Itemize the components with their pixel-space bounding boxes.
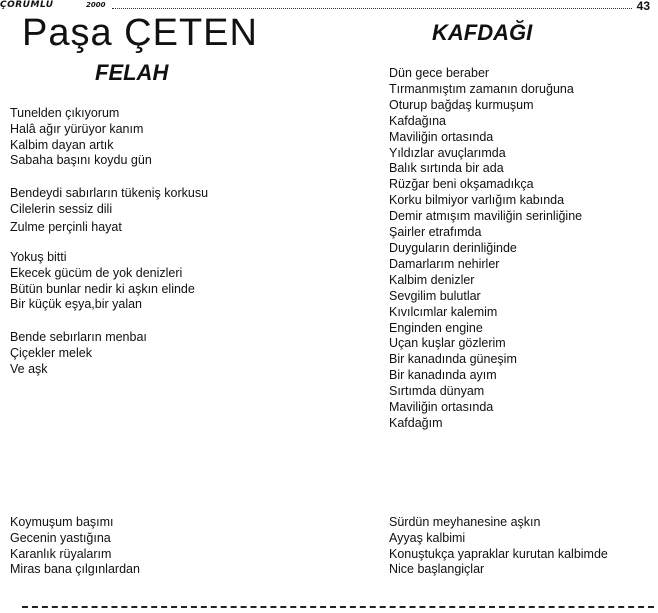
poem-line: Sırtımda dünyam — [389, 384, 485, 399]
poem-title-kafdagi: KAFDAĞI — [432, 20, 533, 45]
poem-line: Enginden engine — [389, 320, 483, 335]
poem-line: Yokuş bitti — [10, 250, 67, 264]
poem-line: Nice başlangiçlar — [389, 562, 485, 577]
poem-line: Uçan kuşlar gözlerim — [389, 336, 506, 351]
poem-line: Çiçekler melek — [10, 345, 92, 360]
footer-dashed-rule — [22, 606, 654, 608]
poem-line: Miras bana çılgınlardan — [10, 562, 140, 577]
poem-line: Tunelden çıkıyorum — [10, 106, 120, 120]
poem-line: Kafdağım — [389, 415, 443, 430]
poem-line: Bir küçük eşya,bir yalan — [10, 297, 143, 312]
felah-stanza — [10, 250, 195, 313]
poem-line: Ayyaş kalbimi — [389, 530, 466, 545]
poem-line: Bende sebırların menbaı — [10, 330, 147, 344]
poem-line: Gecenin yastığına — [10, 530, 111, 545]
poem-line: Kalbim denizler — [389, 272, 475, 287]
poem-line: Ve aşk — [10, 361, 48, 376]
poem-line: Zulme perçinli hayat — [10, 219, 122, 234]
poem-line: Halâ ağır yürüyor kanım — [10, 121, 144, 136]
poem-line: Karanlık rüyalarım — [10, 546, 112, 561]
poem-line: Bir kanadında güneşim — [389, 352, 517, 367]
felah-stanza — [10, 330, 147, 377]
poem-line: Kafdağına — [389, 113, 446, 128]
page-number: 43 — [636, 0, 650, 13]
poem-line: Konuştukça yapraklar kurutan kalbimde — [389, 546, 608, 561]
poem-line: Sürdün meyhanesine aşkın — [389, 515, 541, 529]
poem-line: Kıvılcımlar kalemim — [389, 304, 498, 319]
poem-line: Demir atmışım maviliğin serinliğine — [389, 209, 583, 224]
poem-line: Şairler etrafımda — [389, 225, 482, 240]
header-dotted-rule — [112, 8, 632, 9]
poem-line: Rüzğar beni okşamadıkça — [389, 177, 534, 192]
author-name: Paşa ÇETEN — [22, 12, 258, 54]
kafdagi-stanza — [389, 66, 582, 432]
poem-line: Sevgilim bulutlar — [389, 288, 481, 303]
poem-line: Maviliğin ortasında — [389, 129, 494, 144]
poem-line: Tırmanmıştım zamanın doruğuna — [389, 81, 574, 96]
poem-line: Bendeydi sabırların tükeniş korkusu — [10, 186, 209, 200]
felah-stanza — [10, 186, 208, 235]
poem-line: Ekecek gücüm de yok denizleri — [10, 265, 183, 280]
poem-line: Bir kanadında ayım — [389, 368, 497, 383]
poem-line: Balık sırtında bir ada — [389, 161, 504, 176]
issue-year: 2000 — [86, 1, 106, 9]
poem-line: Damarlarım nehirler — [389, 256, 500, 271]
poem-line: Cilelerin sessiz dili — [10, 201, 113, 216]
poem-line: Maviliğin ortasında — [389, 400, 494, 415]
poem-line: Oturup bağdaş kurmuşum — [389, 97, 534, 112]
poem-line: Dün gece beraber — [389, 66, 490, 80]
poem-line: Koymuşum başımı — [10, 515, 114, 529]
poem-line: Bütün bunlar nedir ki aşkın elinde — [10, 281, 195, 296]
poem-line: Sabaha başını koydu gün — [10, 153, 152, 168]
felah-stanza — [10, 515, 140, 578]
poem-title-felah: FELAH — [95, 60, 169, 85]
magazine-brand: ÇORUMLU — [0, 0, 54, 10]
kafdagi-stanza — [389, 515, 608, 578]
poem-line: Yıldızlar avuçlarımda — [389, 145, 506, 160]
poem-line: Duyguların derinliğinde — [389, 240, 517, 255]
felah-stanza — [10, 106, 152, 169]
poem-line: Korku bilmiyor varlığım kabında — [389, 193, 565, 208]
poem-line: Kalbim dayan artık — [10, 137, 114, 152]
